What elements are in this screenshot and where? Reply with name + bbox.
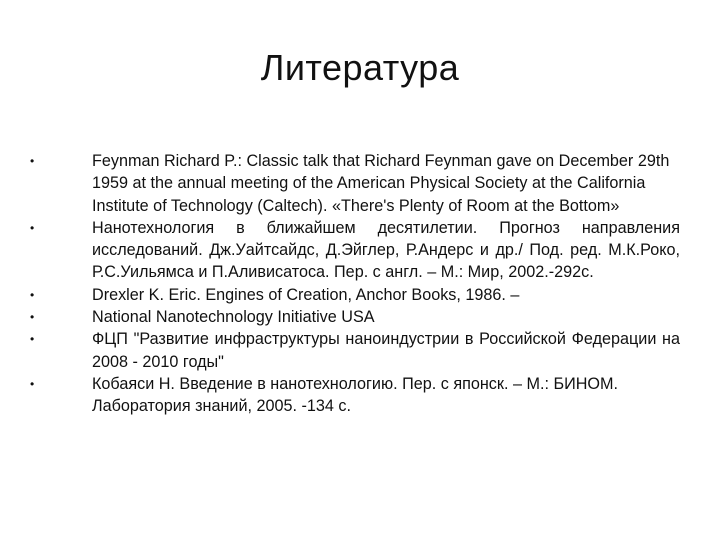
list-item: [30, 328, 680, 373]
bullet-icon: •: [30, 310, 35, 325]
reference-list: [30, 150, 680, 418]
bullet-icon: •: [30, 376, 35, 391]
bullet-icon: •: [30, 154, 35, 168]
reference-text: Кобаяси Н. Введение в нанотехнологию. Пер. с японск. – М.: БИНОМ. Лаборатория знаний, 2005. -134 с.: [92, 374, 618, 416]
reference-text: National Nanotechnology Initiative USA: [92, 308, 375, 327]
reference-text: Feynman Richard P.: Classic talk that Richard Feynman gave on December 29th 1959 at the annual meeting of the American Physical Society at the California Institute of Technology (Caltech). «There's Plenty of Room at the Bottom»: [92, 152, 670, 215]
bullet-icon: •: [30, 220, 35, 235]
list-item: [30, 217, 680, 284]
bullet-icon: •: [30, 332, 35, 347]
reference-text: ФЦП "Развитие инфраструктуры наноиндустрии в Российской Федерации на 2008 - 2010 годы": [92, 330, 680, 371]
reference-text: Нанотехнология в ближайшем десятилетии. Прогноз направления исследований. Дж.Уайтсайдс, Д.Эйглер, Р.Андерс и др./ Под. ред. М.К.Роко, Р.С.Уильямса и П.Аливисатоса. Пер. с англ. – М.: Мир, 2002.-292с.: [92, 218, 680, 282]
list-item: [30, 373, 680, 418]
slide-title: Литература: [260, 47, 460, 88]
list-item: [30, 306, 680, 328]
bullet-icon: •: [30, 287, 35, 302]
list-item: [30, 284, 680, 306]
reference-text: Drexler K. Eric. Engines of Creation, Anchor Books, 1986. –: [92, 285, 520, 304]
list-item: [30, 150, 680, 217]
